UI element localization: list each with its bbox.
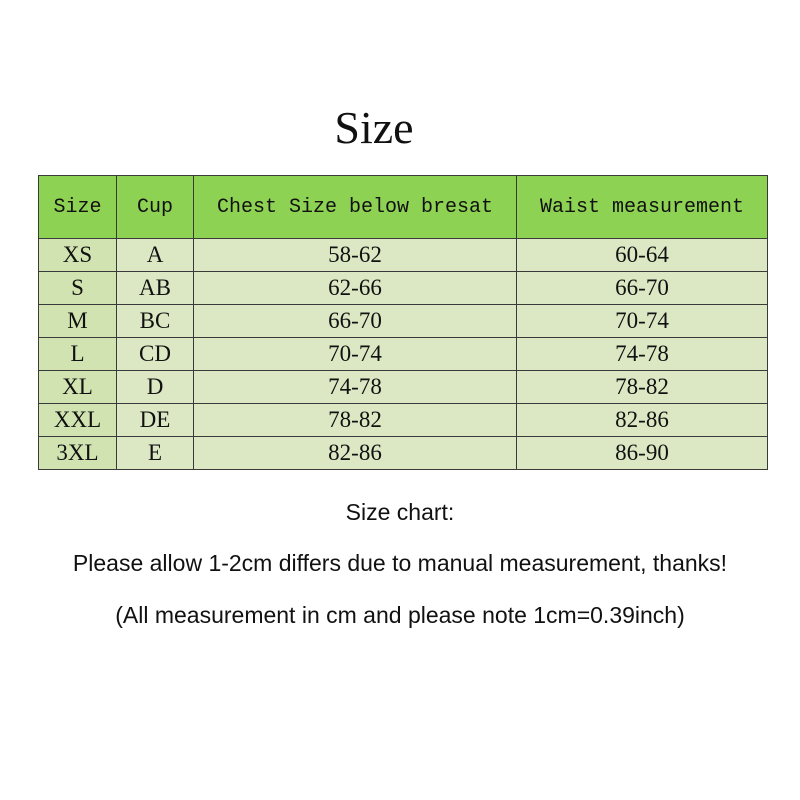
size-table — [38, 175, 768, 470]
column-header-cup: Cup — [117, 176, 194, 239]
table-row — [39, 338, 768, 371]
cell-chest: 82-86 — [194, 437, 517, 470]
table-row — [39, 437, 768, 470]
cell-size: XS — [39, 239, 117, 272]
cell-cup: D — [117, 371, 194, 404]
cell-chest: 62-66 — [194, 272, 517, 305]
cell-waist: 82-86 — [517, 404, 768, 437]
cell-waist: 78-82 — [517, 371, 768, 404]
cell-waist: 86-90 — [517, 437, 768, 470]
cell-cup: BC — [117, 305, 194, 338]
cell-cup: AB — [117, 272, 194, 305]
table-row — [39, 239, 768, 272]
table-row — [39, 371, 768, 404]
cell-waist: 66-70 — [517, 272, 768, 305]
unit-conversion-note: (All measurement in cm and please note 1cm=0.39inch) — [115, 602, 685, 628]
table-row — [39, 305, 768, 338]
cell-cup: E — [117, 437, 194, 470]
cell-size: M — [39, 305, 117, 338]
column-header-waist: Waist measurement — [517, 176, 768, 239]
table-row — [39, 404, 768, 437]
column-header-size: Size — [39, 176, 117, 239]
cell-chest: 70-74 — [194, 338, 517, 371]
cell-size: S — [39, 272, 117, 305]
column-header-chest: Chest Size below bresat — [194, 176, 517, 239]
cell-waist: 70-74 — [517, 305, 768, 338]
cell-chest: 66-70 — [194, 305, 517, 338]
cell-cup: A — [117, 239, 194, 272]
cell-cup: CD — [117, 338, 194, 371]
measurement-tolerance-note: Please allow 1-2cm differs due to manual measurement, thanks! — [72, 550, 728, 576]
cell-chest: 78-82 — [194, 404, 517, 437]
cell-chest: 74-78 — [194, 371, 517, 404]
cell-waist: 60-64 — [517, 239, 768, 272]
table-row — [39, 272, 768, 305]
cell-size: XXL — [39, 404, 117, 437]
table-header-row — [39, 176, 768, 239]
page-title: Size — [334, 102, 414, 153]
cell-size: XL — [39, 371, 117, 404]
cell-size: L — [39, 338, 117, 371]
cell-chest: 58-62 — [194, 239, 517, 272]
cell-waist: 74-78 — [517, 338, 768, 371]
cell-cup: DE — [117, 404, 194, 437]
cell-size: 3XL — [39, 437, 117, 470]
size-chart-heading: Size chart: — [345, 499, 455, 525]
